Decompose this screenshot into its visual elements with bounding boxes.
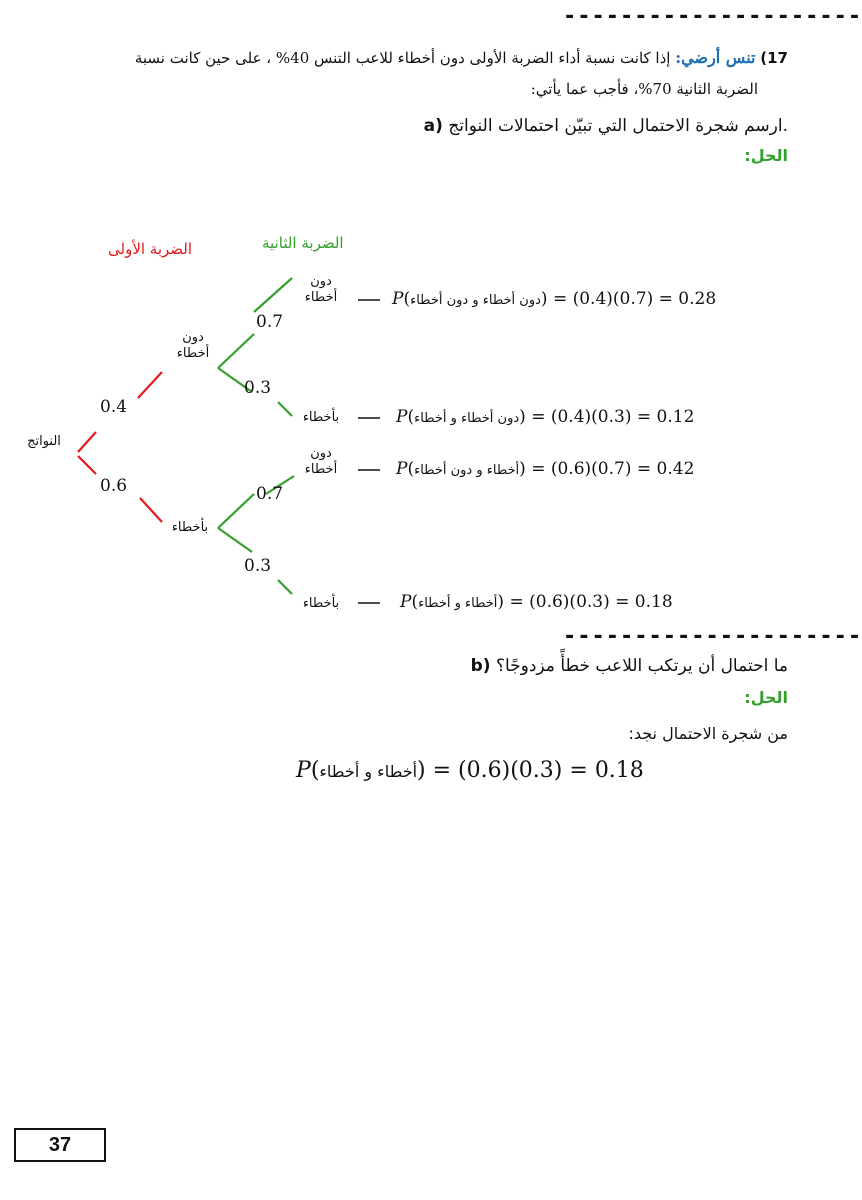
answer-p: P — [296, 758, 311, 783]
branch-first-no-errors — [138, 372, 162, 398]
question-number: 17) — [760, 49, 788, 67]
part-b-label: b) — [470, 656, 491, 676]
prob-first-no-errors: 0.4 — [100, 397, 128, 417]
outcome-1-p: P — [392, 289, 404, 309]
outcome-2-calc: = (0.4)(0.3) = 0.12 — [531, 407, 695, 427]
page-number: 37 — [48, 1133, 72, 1156]
question-text-1: إذا كانت نسبة أداء الضربة الأولى دون أخطاء للاعب التنس 40% ، على حين كانت نسبة — [134, 49, 671, 67]
top-separator: --------------------- — [563, 4, 862, 29]
part-a-solution-label: الحل: — [744, 146, 788, 165]
outcome-1: P(دون أخطاء و دون أخطاء) = (0.4)(0.7) = 0.28 — [392, 289, 717, 309]
outcome-2-event: دون أخطاء و أخطاء — [414, 411, 520, 426]
branch-second-4b — [278, 580, 292, 594]
outcome-3-p: P — [396, 459, 408, 479]
answer-event: أخطاء و أخطاء — [319, 762, 418, 781]
prob-second-1: 0.7 — [256, 312, 284, 332]
branch-first-errors — [140, 498, 162, 522]
outcome-4: P(أخطاء و أخطاء) = (0.6)(0.3) = 0.18 — [400, 592, 673, 612]
header-second-strike: الضربة الثانية — [262, 234, 344, 252]
outcome-3: P(أخطاء و دون أخطاء) = (0.6)(0.7) = 0.42 — [396, 459, 695, 479]
prob-second-4: 0.3 — [244, 556, 272, 576]
part-b-intro: من شجرة الاحتمال نجد: — [628, 724, 788, 743]
page-number-box — [14, 1128, 106, 1162]
branch-root-errors — [78, 456, 96, 474]
answer-calc: = (0.6)(0.3) = 0.18 — [432, 758, 644, 783]
outcome-2: P(دون أخطاء و أخطاء) = (0.4)(0.3) = 0.12 — [396, 407, 695, 427]
part-b — [471, 656, 788, 676]
outcome-3-event: أخطاء و دون أخطاء — [414, 463, 520, 478]
tree-root: النواتج — [27, 434, 61, 449]
node-second-3: دون أخطاء — [304, 446, 338, 477]
node-second-4: بأخطاء — [302, 596, 340, 611]
prob-second-2: 0.3 — [244, 378, 272, 398]
branch-root-no-errors — [78, 432, 96, 452]
prob-first-errors: 0.6 — [100, 476, 128, 496]
part-a-label: a) — [423, 116, 443, 136]
branch-second-3 — [218, 494, 254, 528]
branch-second-2b — [278, 402, 292, 416]
node-first-errors: بأخطاء — [171, 520, 209, 535]
part-b-solution-label: الحل: — [744, 688, 788, 707]
outcome-4-calc: = (0.6)(0.3) = 0.18 — [509, 592, 673, 612]
node-second-1: دون أخطاء — [304, 274, 338, 305]
middle-separator: --------------------- — [563, 624, 862, 649]
node-second-2: بأخطاء — [302, 410, 340, 425]
outcome-3-calc: = (0.6)(0.7) = 0.42 — [531, 459, 695, 479]
outcome-1-calc: = (0.4)(0.7) = 0.28 — [552, 289, 717, 309]
branch-second-1b — [254, 278, 292, 312]
branch-second-1 — [218, 334, 254, 368]
branch-second-4 — [218, 528, 252, 552]
node-first-no-errors: دون أخطاء — [176, 330, 210, 361]
question-title: تنس أرضي: — [675, 48, 756, 67]
header-first-strike: الضربة الأولى — [108, 240, 193, 258]
outcome-4-event: أخطاء و أخطاء — [418, 596, 498, 611]
question-line-2: الضربة الثانية 70%، فأجب عما يأتي: — [530, 80, 758, 98]
part-b-text: ما احتمال أن يرتكب اللاعب خطأً مزدوجًا؟ — [495, 656, 788, 676]
outcome-1-event: دون أخطاء و دون أخطاء — [410, 293, 541, 308]
prob-second-3: 0.7 — [256, 484, 284, 504]
outcome-4-p: P — [400, 592, 412, 612]
outcome-2-p: P — [396, 407, 408, 427]
part-b-answer: P(أخطاء و أخطاء) = (0.6)(0.3) = 0.18 — [296, 758, 644, 783]
part-a-text: ارسم شجرة الاحتمال التي تبيّن احتمالات النواتج. — [448, 116, 788, 136]
